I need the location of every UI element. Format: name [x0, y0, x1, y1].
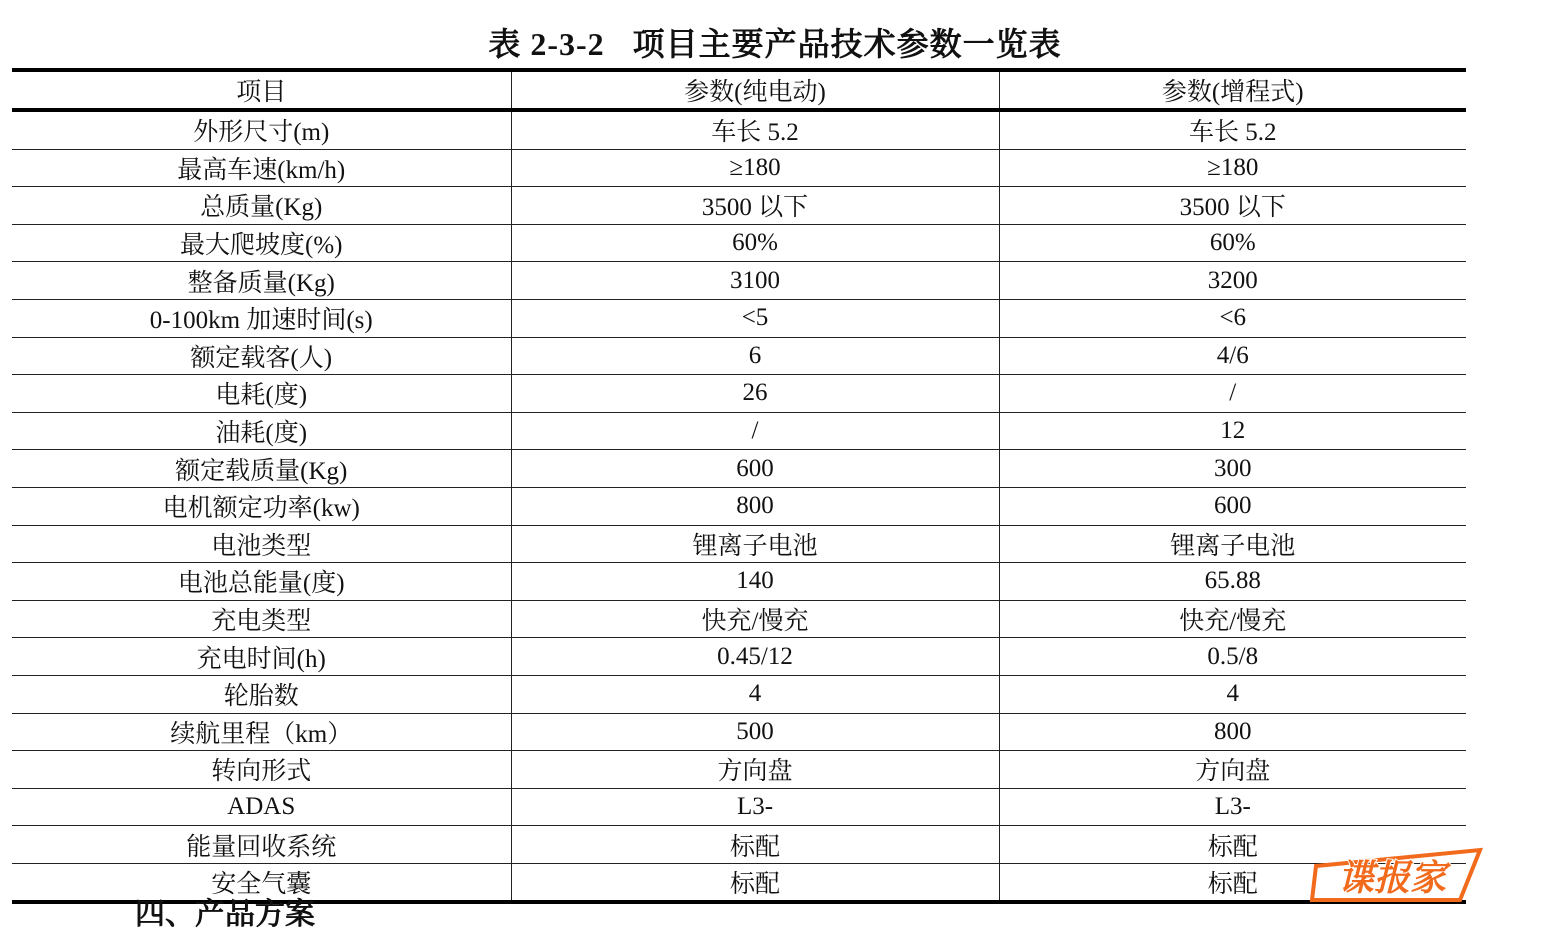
ev-value-cell: 800	[511, 487, 999, 525]
param-name-cell: 续航里程（km）	[12, 713, 511, 751]
erev-value-cell: 12	[999, 412, 1466, 450]
table-row	[12, 525, 1466, 563]
ev-value-cell: L3-	[511, 788, 999, 826]
ev-value-cell: 140	[511, 563, 999, 601]
header-ev-params: 参数(纯电动)	[511, 70, 999, 110]
table-row	[12, 187, 1466, 225]
ev-value-cell: <5	[511, 299, 999, 337]
param-name-cell: 转向形式	[12, 751, 511, 789]
param-name-cell: 总质量(Kg)	[12, 187, 511, 225]
ev-value-cell: 锂离子电池	[511, 525, 999, 563]
table-row	[12, 788, 1466, 826]
param-name-cell: 能量回收系统	[12, 826, 511, 864]
erev-value-cell: 快充/慢充	[999, 600, 1466, 638]
erev-value-cell: 600	[999, 487, 1466, 525]
header-item: 项目	[12, 70, 511, 110]
table-row	[12, 110, 1466, 149]
ev-value-cell: 快充/慢充	[511, 600, 999, 638]
erev-value-cell: 车长 5.2	[999, 110, 1466, 149]
erev-value-cell: /	[999, 375, 1466, 413]
table-row	[12, 563, 1466, 601]
erev-value-cell: 标配	[999, 863, 1466, 902]
erev-value-cell: 60%	[999, 224, 1466, 262]
ev-value-cell: 0.45/12	[511, 638, 999, 676]
erev-value-cell: 3200	[999, 262, 1466, 300]
table-row	[12, 412, 1466, 450]
ev-value-cell: 60%	[511, 224, 999, 262]
param-name-cell: 电机额定功率(kw)	[12, 487, 511, 525]
header-erev-params: 参数(增程式)	[999, 70, 1466, 110]
param-name-cell: 充电类型	[12, 600, 511, 638]
param-name-cell: 最高车速(km/h)	[12, 149, 511, 187]
table-row	[12, 600, 1466, 638]
ev-value-cell: 3100	[511, 262, 999, 300]
table-row	[12, 713, 1466, 751]
ev-value-cell: 3500 以下	[511, 187, 999, 225]
param-name-cell: 额定载质量(Kg)	[12, 450, 511, 488]
table-row	[12, 487, 1466, 525]
table-row	[12, 450, 1466, 488]
param-name-cell: 额定载客(人)	[12, 337, 511, 375]
erev-value-cell: 4/6	[999, 337, 1466, 375]
spec-table	[12, 68, 1466, 904]
ev-value-cell: 方向盘	[511, 751, 999, 789]
ev-value-cell: 标配	[511, 863, 999, 902]
erev-value-cell: 300	[999, 450, 1466, 488]
param-name-cell: 充电时间(h)	[12, 638, 511, 676]
ev-value-cell: 4	[511, 675, 999, 713]
param-name-cell: 整备质量(Kg)	[12, 262, 511, 300]
ev-value-cell: 600	[511, 450, 999, 488]
ev-value-cell: 500	[511, 713, 999, 751]
param-name-cell: ADAS	[12, 788, 511, 826]
param-name-cell: 外形尺寸(m)	[193, 119, 330, 147]
erev-value-cell: <6	[999, 299, 1466, 337]
table-number: 表 2-3-2	[488, 26, 605, 62]
param-name-cell: 最大爬坡度(%)	[12, 224, 511, 262]
ev-value-cell: /	[511, 412, 999, 450]
erev-value-cell: L3-	[999, 788, 1466, 826]
table-row	[12, 375, 1466, 413]
next-section-heading: 四、产品方案	[135, 897, 315, 932]
param-name-cell: 电池总能量(度)	[12, 563, 511, 601]
ev-value-cell: 车长 5.2	[511, 110, 999, 149]
ev-value-cell: 26	[511, 375, 999, 413]
erev-value-cell: 0.5/8	[999, 638, 1466, 676]
table-row	[12, 826, 1466, 864]
erev-value-cell: 800	[999, 713, 1466, 751]
table-row	[12, 262, 1466, 300]
table-row	[12, 299, 1466, 337]
param-name-cell: 安全气囊	[12, 863, 511, 902]
param-name-cell: 电池类型	[12, 525, 511, 563]
erev-value-cell: 4	[999, 675, 1466, 713]
table-row	[12, 638, 1466, 676]
erev-value-cell: ≥180	[999, 149, 1466, 187]
table-row	[12, 149, 1466, 187]
table-body	[12, 110, 1466, 902]
table-row	[12, 224, 1466, 262]
watermark-logo-graphic	[1310, 846, 1486, 904]
param-name-cell: 油耗(度)	[12, 412, 511, 450]
watermark-text: 谍报家	[1337, 858, 1447, 899]
table-header-row	[12, 70, 1466, 110]
ev-value-cell: 标配	[511, 826, 999, 864]
erev-value-cell: 方向盘	[999, 751, 1466, 789]
erev-value-cell: 3500 以下	[999, 187, 1466, 225]
table-title: 项目主要产品技术参数一览表	[632, 25, 1062, 63]
table-caption	[0, 20, 1550, 68]
erev-value-cell: 65.88	[999, 563, 1466, 601]
param-name-cell: 轮胎数	[12, 675, 511, 713]
table-row	[12, 337, 1466, 375]
erev-value-cell: 锂离子电池	[999, 525, 1466, 563]
erev-value-cell: 标配	[999, 826, 1466, 864]
table-row	[12, 675, 1466, 713]
param-name-cell: 0-100km 加速时间(s)	[12, 299, 511, 337]
watermark-logo	[1310, 846, 1486, 904]
table-row	[12, 751, 1466, 789]
ev-value-cell: ≥180	[511, 149, 999, 187]
param-name-cell: 电耗(度)	[12, 375, 511, 413]
ev-value-cell: 6	[511, 337, 999, 375]
